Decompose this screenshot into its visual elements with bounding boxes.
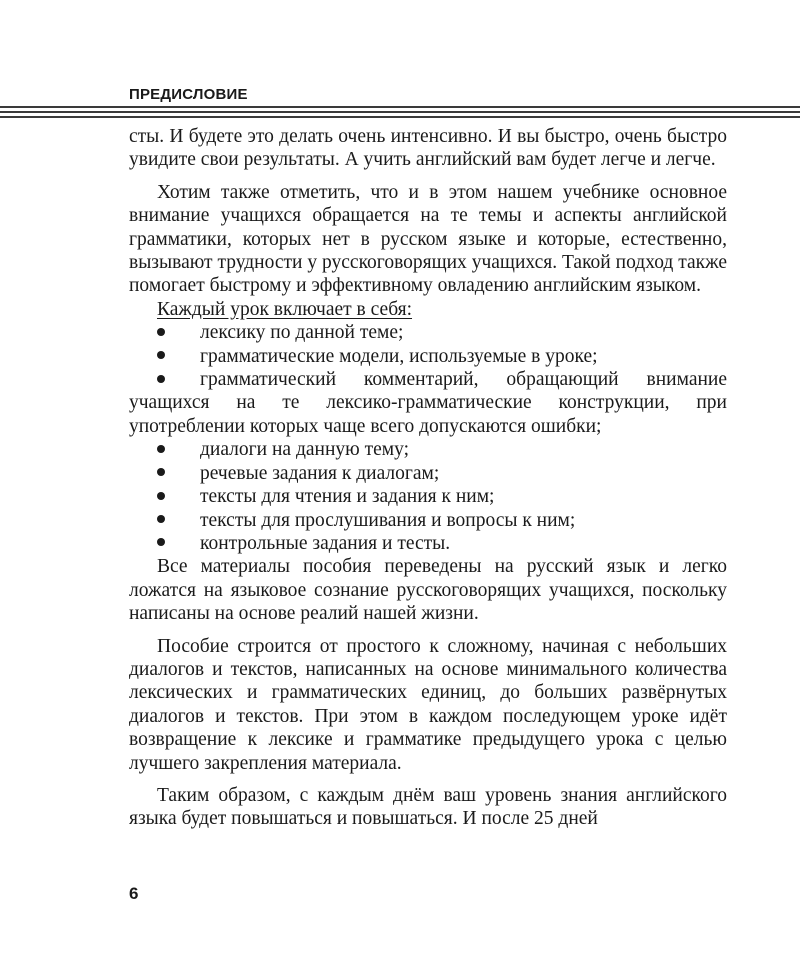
header-rule-line (0, 106, 800, 108)
list-item (129, 509, 727, 532)
paragraph-conclusion: Таким образом, с каждым днём ваш уровень знания английского языка будет повышаться и повышаться. И после 25 дней (129, 784, 727, 830)
list-item (129, 321, 727, 344)
list-item (129, 462, 727, 485)
page-number: 6 (129, 884, 139, 903)
running-head-title: ПРЕДИСЛОВИЕ (129, 86, 248, 103)
list-item-text: грамматический комментарий, обращающий внимание учащихся на те лексико-грамматические конструкции, при употреблении которых чаще всего допускаются ошибки; (129, 369, 727, 437)
header-rule-line (0, 111, 800, 113)
lesson-contents-list (129, 321, 727, 555)
bullet-icon (157, 532, 200, 555)
list-item-text: тексты для прослушивания и вопросы к ним; (200, 509, 576, 531)
list-item-text: диалоги на данную тему; (200, 439, 410, 461)
bullet-icon (157, 345, 200, 368)
bullet-icon (157, 485, 200, 508)
bullet-icon (157, 509, 200, 532)
header-rule-lines (0, 106, 800, 119)
list-item (129, 532, 727, 555)
list-item-text: грамматические модели, используемые в уроке; (200, 345, 598, 367)
list-item-text: контрольные задания и тесты. (200, 532, 451, 554)
paragraph-translations: Все материалы пособия переведены на русский язык и легко ложатся на языковое сознание русскоговорящих учащихся, поскольку написаны на основе реалий нашей жизни. (129, 556, 727, 625)
bullet-icon (157, 321, 200, 344)
lesson-contents-heading (129, 298, 727, 321)
paragraph-progression: Пособие строится от простого к сложному, начиная с небольших диалогов и текстов, написанных на основе минимального количества лексических и грамматических единиц, до больших развёрнутых диалогов и текстов. При этом в каждом последующем уроке идёт возвращение к лексике и грамматике предыдущего урока с целью лучшего закрепления материала. (129, 635, 727, 774)
list-item-text: тексты для чтения и задания к ним; (200, 486, 495, 508)
page-body (129, 125, 727, 831)
list-item (129, 368, 727, 438)
bullet-icon (157, 462, 200, 485)
list-item (129, 485, 727, 508)
list-item (129, 345, 727, 368)
list-item-text: лексику по данной теме; (200, 322, 404, 344)
paragraph-continuation: сты. И будете это делать очень интенсивно. И вы быстро, очень быстро увидите свои результаты. А учить английский вам будет легче и легче. (129, 126, 727, 171)
list-item (129, 438, 727, 461)
paragraph-focus: Хотим также отметить, что и в этом нашем учебнике основное внимание учащихся обращается на те темы и аспекты английской грамматики, которых нет в русском языке и которые, естественно, вызывают трудности у русскоговорящих учащихся. Такой подход также помогает быстрому и эффективному овладению английским языком. (129, 181, 727, 297)
lesson-contents-heading-text: Каждый урок включает в себя: (157, 298, 413, 320)
list-item-text: речевые задания к диалогам; (200, 462, 440, 484)
bullet-icon (157, 438, 200, 461)
header-rule-line (0, 116, 800, 118)
bullet-icon (157, 368, 200, 391)
